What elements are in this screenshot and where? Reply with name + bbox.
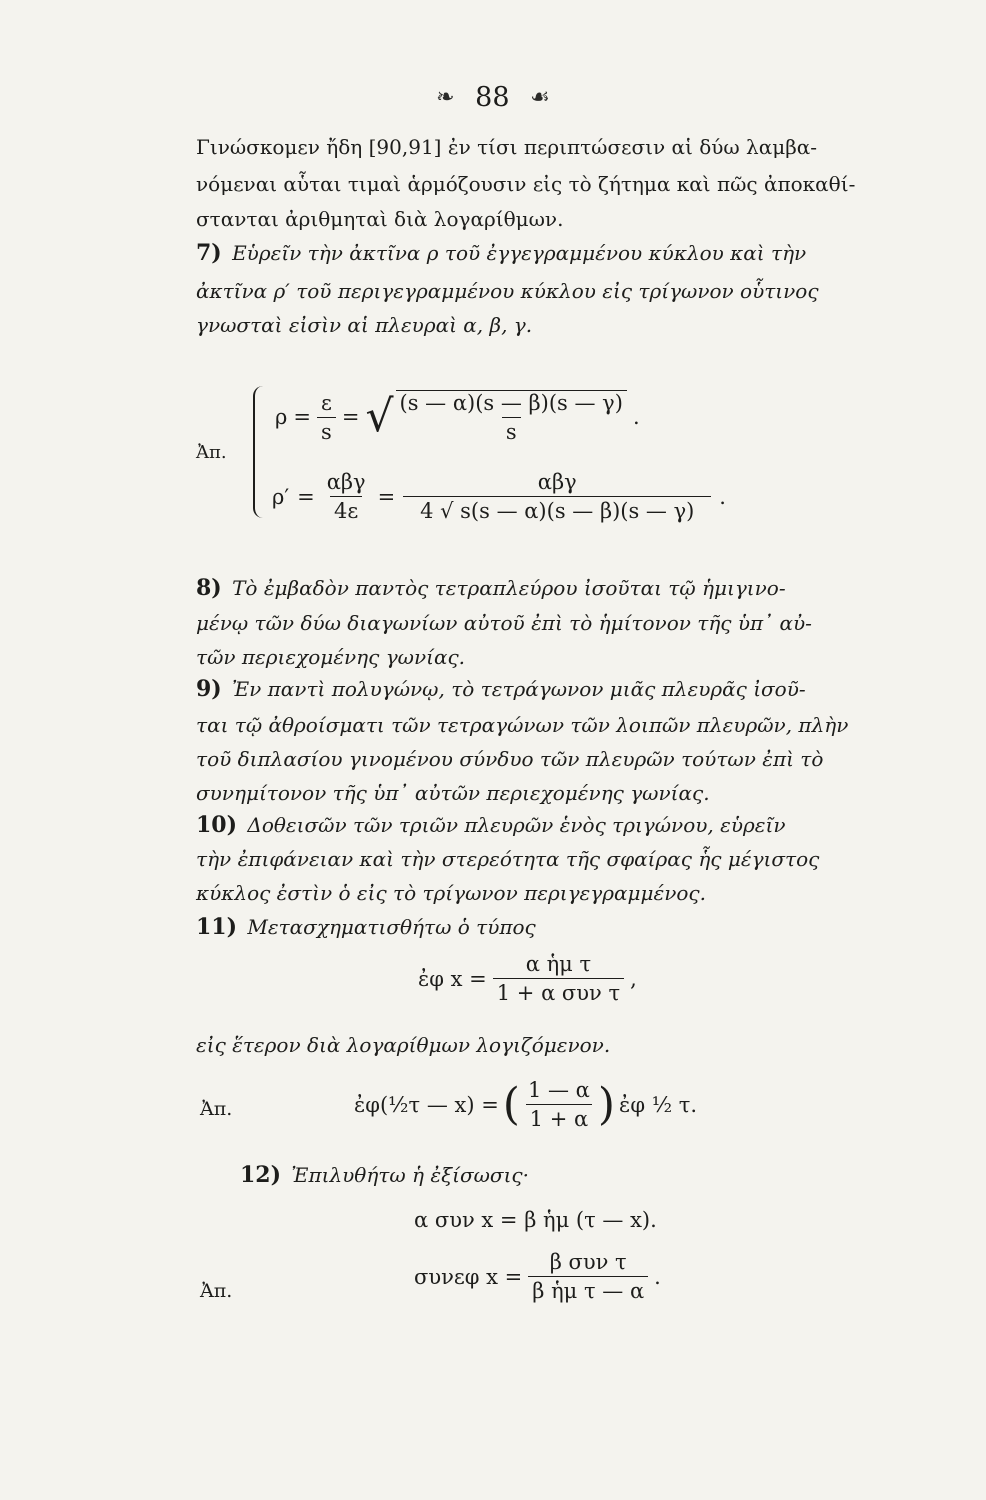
problem-8-line-3: τῶν περιεχομένης γωνίας.: [196, 645, 466, 669]
problem-12-equation: α συν x = β ἡμ (τ — x).: [414, 1208, 657, 1232]
problem-9-line-4: συνημίτονον τῆς ὑπ᾽ αὐτῶν περιεχομένης γωνίας.: [196, 781, 710, 805]
eps-over-s: [317, 391, 336, 444]
answer-12-num: β συν τ: [549, 1250, 627, 1274]
equals-3: =: [297, 484, 315, 509]
problem-8-line-1: [196, 575, 841, 601]
problem-9-text-1: Ἐν παντὶ πολυγώνῳ, τὸ τετράγωνον μιᾶς πλευρᾶς ἰσοῦ-: [232, 677, 806, 701]
problem-7-text-1: Εὑρεῖν τὴν ἀκτῖνα ρ τοῦ ἐγγεγραμμένου κύκλου καὶ τὴν: [232, 241, 807, 265]
ornament-left-icon: ❧: [436, 85, 455, 110]
formula-11: [418, 952, 637, 1005]
f2-den: 4 √ s(s — α)(s — β)(s — γ): [403, 496, 711, 523]
answer-12-lhs: συνεφ x =: [414, 1264, 523, 1289]
problem-8-line-2: μένῳ τῶν δύω διαγωνίων αὐτοῦ ἐπὶ τὸ ἡμίτονον τῆς ὑπ᾽ αὐ-: [196, 611, 812, 635]
rho-prime-end: .: [719, 484, 726, 509]
problem-11-line-1: [196, 914, 841, 940]
answer-11-label: Ἀπ.: [200, 1098, 233, 1120]
radicand-den: s: [502, 417, 521, 444]
eps-num: ε: [320, 390, 332, 415]
formula-11-lhs: ἐφ x =: [418, 966, 487, 991]
answer-12-end: .: [654, 1264, 661, 1289]
f2-num: αβγ: [537, 470, 577, 494]
formula-answer-11: [354, 1078, 697, 1131]
intro-line-1: Γινώσκομεν ἤδη [90,91] ἐν τίσι περιπτώσεσιν αἱ δύω λαμβα-: [196, 135, 818, 159]
equals-2: =: [341, 405, 360, 429]
problem-12-text-1: Ἐπιλυθήτω ἡ ἐξίσωσις·: [291, 1163, 529, 1187]
rho-end: .: [632, 405, 640, 429]
problem-9-line-2: ται τῷ ἀθροίσματι τῶν τετραγώνων τῶν λοιπῶν πλευρῶν, πλὴν: [196, 713, 849, 737]
problem-10-line-1: [196, 812, 841, 838]
intro-line-3: στανται ἀριθμηταὶ διὰ λογαρίθμων.: [196, 207, 564, 231]
formula-rho: [275, 390, 640, 444]
eps-den: s: [317, 417, 336, 444]
problem-9-number: 9): [196, 676, 222, 702]
problem-10-text-1: Δοθεισῶν τῶν τριῶν πλευρῶν ἑνὸς τριγώνου, εὑρεῖν: [247, 813, 786, 837]
answer-12-fraction: [528, 1250, 648, 1303]
answer-11-den: 1 + α: [526, 1104, 593, 1131]
formula-11-fraction: [493, 952, 624, 1005]
radicand-num: (s — α)(s — β)(s — γ): [399, 391, 623, 415]
rho-symbol: ρ: [275, 405, 288, 429]
problem-7-line-2: ἀκτῖνα ρ′ τοῦ περιγεγραμμένου κύκλου εἰς τρίγωνον οὗτινος: [196, 279, 819, 303]
problem-11-number: 11): [196, 914, 238, 940]
problem-12-number: 12): [240, 1162, 282, 1188]
answer-11-lhs: ἐφ(½τ — x) =: [354, 1092, 499, 1117]
radicand: [396, 390, 627, 444]
problem-11-text-1: Μετασχηματισθήτω ὁ τύπος: [247, 915, 536, 939]
problem-10-line-3: κύκλος ἐστὶν ὁ εἰς τὸ τρίγωνον περιγεγραμμένος.: [196, 881, 706, 905]
formula-11-den: 1 + α συν τ: [493, 978, 624, 1005]
answer-12-den: β ἡμ τ — α: [528, 1276, 648, 1303]
formula-11-num: α ἡμ τ: [525, 952, 592, 976]
abg-over-sqrt: [403, 470, 711, 523]
equals-4: =: [377, 484, 396, 509]
problem-11-line-2: εἰς ἕτερον διὰ λογαρίθμων λογιζόμενον.: [196, 1033, 611, 1057]
problem-7-line-1: [196, 240, 841, 266]
abg-over-4eps: [323, 470, 370, 523]
rho-prime-symbol: ρ′: [272, 484, 290, 509]
answer-12-label: Ἀπ.: [200, 1280, 233, 1302]
problem-7-number: 7): [196, 240, 222, 266]
problem-9-line-3: τοῦ διπλασίου γινομένου σύνδυο τῶν πλευρῶν τούτων ἐπὶ τὸ: [196, 747, 824, 771]
answer-11-rhs: ἐφ ½ τ.: [619, 1092, 698, 1117]
problem-10-line-2: τὴν ἐπιφάνειαν καὶ τὴν στερεότητα τῆς σφαίρας ἧς μέγιστος: [196, 847, 820, 871]
equals-1: =: [293, 405, 311, 429]
formula-rho-prime: [272, 470, 726, 523]
problem-7-line-3: γνωσταὶ εἰσὶν αἱ πλευραὶ α, β, γ.: [196, 313, 533, 337]
answer-7-label: Ἀπ.: [196, 442, 227, 463]
formula-answer-12: [414, 1250, 661, 1303]
ornament-right-icon: ☙: [530, 85, 550, 110]
f1-den: 4ε: [330, 496, 362, 523]
problem-8-text-1: Τὸ ἐμβαδὸν παντὸς τετραπλεύρου ἰσοῦται τῷ ἡμιγινο-: [232, 576, 786, 600]
page-header: [0, 82, 986, 113]
intro-line-2: νόμεναι αὗται τιμαὶ ἁρμόζουσιν εἰς τὸ ζήτημα καὶ πῶς ἀποκαθί-: [196, 172, 856, 196]
problem-9-line-1: [196, 676, 841, 702]
problem-10-number: 10): [196, 812, 238, 838]
answer-11-fraction: [524, 1078, 594, 1131]
answer-11-num: 1 — α: [527, 1078, 590, 1102]
problem-12-line-1: [240, 1162, 885, 1188]
answer-brace: [253, 386, 267, 518]
answer-11-paren-close: ): [597, 1078, 616, 1130]
answer-11-paren-open: (: [502, 1078, 520, 1130]
page-number: 88: [475, 82, 510, 113]
sqrt-icon: √: [365, 391, 394, 442]
formula-11-end: ,: [630, 966, 637, 991]
problem-8-number: 8): [196, 575, 222, 601]
f1-num: αβγ: [326, 470, 366, 494]
